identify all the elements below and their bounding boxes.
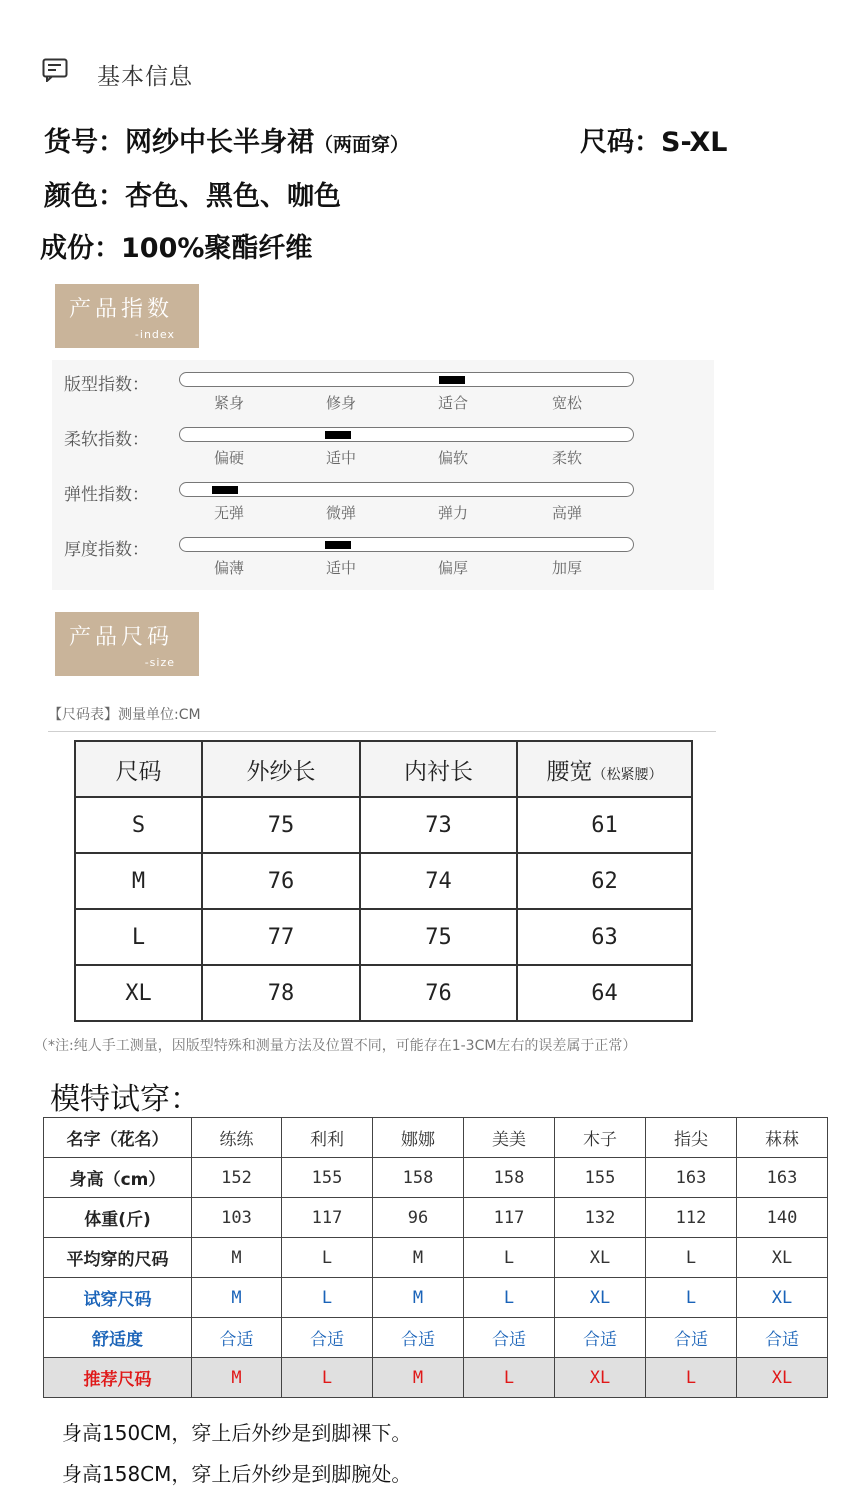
page-title: 基本信息 [97, 64, 193, 90]
size-header-cell: 尺码 [75, 741, 202, 797]
model-cell: M [373, 1278, 464, 1318]
size-table-caption: 【尺码表】测量单位:CM [48, 707, 201, 723]
table-row [44, 1158, 828, 1198]
index-tick-label: 弹力 [438, 504, 469, 522]
model-cell: 155 [555, 1158, 646, 1198]
table-row [75, 909, 692, 965]
size-banner-subtitle: -size [144, 656, 175, 669]
footer-note-1: 身高150CM，穿上后外纱是到脚裸下。 [62, 1421, 412, 1445]
model-cell: L [646, 1358, 737, 1398]
size-cell: 76 [360, 965, 517, 1021]
material-label: 成份： [40, 233, 121, 264]
model-name-cell: 木子 [555, 1118, 646, 1158]
index-marker [325, 431, 351, 439]
material-value: 100%聚酯纤维 [121, 233, 313, 264]
waist-header-label: 腰宽 [546, 758, 593, 785]
model-name-cell: 美美 [464, 1118, 555, 1158]
item-number-value: 网纱中长半身裙 [125, 127, 314, 158]
table-row [44, 1198, 828, 1238]
model-cell: XL [555, 1278, 646, 1318]
model-cell: 合适 [282, 1318, 373, 1358]
model-cell: L [282, 1238, 373, 1278]
size-cell: 64 [517, 965, 692, 1021]
model-cell: 112 [646, 1198, 737, 1238]
model-cell: XL [737, 1278, 828, 1318]
color-value: 杏色、黑色、咖色 [125, 181, 341, 212]
index-label: 版型指数： [64, 375, 149, 395]
model-cell: XL [737, 1358, 828, 1398]
index-tick-label: 加厚 [552, 559, 583, 577]
size-cell: 63 [517, 909, 692, 965]
color-label: 颜色： [44, 181, 125, 212]
index-tick-label: 紧身 [214, 394, 245, 412]
size-banner-title: 产品尺码 [69, 625, 174, 650]
waist-header-note: （松紧腰） [592, 766, 663, 783]
table-row [44, 1238, 828, 1278]
model-cell: 合适 [646, 1318, 737, 1358]
index-banner-title: 产品指数 [69, 297, 174, 322]
index-tick-label: 适中 [326, 449, 357, 467]
item-number-line [44, 120, 409, 159]
size-header-cell: 外纱长 [202, 741, 360, 797]
model-cell: M [192, 1278, 282, 1318]
size-table-note: （*注:纯人手工测量，因版型特殊和测量方法及位置不同，可能存在1-3CM左右的误差属于正常） [34, 1038, 637, 1054]
model-cell: 合适 [555, 1318, 646, 1358]
model-name-cell: 娜娜 [373, 1118, 464, 1158]
table-row [44, 1318, 828, 1358]
model-cell: L [464, 1358, 555, 1398]
item-number-note: （两面穿） [314, 134, 410, 156]
model-name-cell: 菻菻 [737, 1118, 828, 1158]
model-cell: 163 [646, 1158, 737, 1198]
model-cell: L [464, 1278, 555, 1318]
model-cell: 158 [464, 1158, 555, 1198]
table-row [75, 797, 692, 853]
size-cell: 78 [202, 965, 360, 1021]
index-label: 弹性指数： [64, 485, 149, 505]
model-row-header: 试穿尺码 [44, 1278, 192, 1318]
index-banner-subtitle: -index [134, 328, 175, 341]
index-tick-label: 修身 [326, 394, 357, 412]
size-range-line [580, 120, 727, 159]
model-row-header: 推荐尺码 [44, 1358, 192, 1398]
model-cell: 140 [737, 1198, 828, 1238]
size-banner [55, 612, 199, 676]
model-table-header [44, 1118, 828, 1158]
model-cell: 合适 [737, 1318, 828, 1358]
index-tick-label: 柔软 [552, 449, 583, 467]
model-row-header: 名字（花名） [44, 1118, 192, 1158]
size-cell: M [75, 853, 202, 909]
index-track [179, 482, 634, 497]
index-track [179, 427, 634, 442]
index-banner [55, 284, 199, 348]
model-cell: XL [555, 1358, 646, 1398]
size-header-cell [517, 741, 692, 797]
model-section-title: 模特试穿： [50, 1082, 200, 1117]
model-row-header: 舒适度 [44, 1318, 192, 1358]
index-tick-label: 适合 [438, 394, 469, 412]
model-cell: 117 [464, 1198, 555, 1238]
table-row [44, 1358, 828, 1398]
index-tick-label: 偏厚 [438, 559, 469, 577]
model-row-header: 体重(斤) [44, 1198, 192, 1238]
model-table [43, 1117, 828, 1398]
index-label: 柔软指数： [64, 430, 149, 450]
size-cell: 61 [517, 797, 692, 853]
index-track [179, 537, 634, 552]
index-tick-label: 偏软 [438, 449, 469, 467]
size-cell: S [75, 797, 202, 853]
material-line [40, 226, 312, 265]
size-range-label: 尺码： [580, 127, 661, 158]
model-cell: 103 [192, 1198, 282, 1238]
model-name-cell: 利利 [282, 1118, 373, 1158]
index-tick-label: 适中 [326, 559, 357, 577]
model-cell: M [373, 1358, 464, 1398]
model-cell: L [646, 1238, 737, 1278]
model-cell: XL [555, 1238, 646, 1278]
size-cell: 76 [202, 853, 360, 909]
size-range-value: S-XL [661, 127, 728, 158]
item-number-label: 货号： [44, 127, 125, 158]
divider [48, 731, 716, 732]
size-cell: 62 [517, 853, 692, 909]
model-cell: L [464, 1238, 555, 1278]
table-row [75, 965, 692, 1021]
index-panel [52, 360, 714, 590]
index-marker [325, 541, 351, 549]
model-cell: M [192, 1358, 282, 1398]
table-row [75, 853, 692, 909]
model-cell: XL [737, 1238, 828, 1278]
model-cell: 132 [555, 1198, 646, 1238]
model-cell: 158 [373, 1158, 464, 1198]
model-cell: 96 [373, 1198, 464, 1238]
size-cell: 75 [202, 797, 360, 853]
index-tick-label: 高弹 [552, 504, 583, 522]
index-tick-label: 微弹 [326, 504, 357, 522]
index-tick-label: 宽松 [552, 394, 583, 412]
table-row [44, 1278, 828, 1318]
model-cell: 152 [192, 1158, 282, 1198]
model-cell: M [373, 1238, 464, 1278]
size-table [74, 740, 693, 1022]
model-name-cell: 练练 [192, 1118, 282, 1158]
model-cell: L [646, 1278, 737, 1318]
model-cell: 合适 [464, 1318, 555, 1358]
model-cell: 合适 [192, 1318, 282, 1358]
size-cell: 73 [360, 797, 517, 853]
index-label: 厚度指数： [64, 540, 149, 560]
index-marker [212, 486, 238, 494]
model-cell: M [192, 1238, 282, 1278]
model-cell: 117 [282, 1198, 373, 1238]
model-cell: 合适 [373, 1318, 464, 1358]
size-header-cell: 内衬长 [360, 741, 517, 797]
size-cell: L [75, 909, 202, 965]
index-marker [439, 376, 465, 384]
model-cell: 155 [282, 1158, 373, 1198]
index-tick-label: 偏薄 [214, 559, 245, 577]
model-cell: 163 [737, 1158, 828, 1198]
model-cell: L [282, 1278, 373, 1318]
index-track [179, 372, 634, 387]
model-name-cell: 指尖 [646, 1118, 737, 1158]
size-cell: 77 [202, 909, 360, 965]
index-tick-label: 偏硬 [214, 449, 245, 467]
color-line [44, 174, 341, 213]
size-cell: 75 [360, 909, 517, 965]
footer-note-2: 身高158CM，穿上后外纱是到脚腕处。 [62, 1462, 412, 1486]
size-table-header [75, 741, 692, 797]
size-cell: 74 [360, 853, 517, 909]
index-tick-label: 无弹 [214, 504, 245, 522]
document-list-icon [42, 58, 68, 82]
model-row-header: 平均穿的尺码 [44, 1238, 192, 1278]
model-cell: L [282, 1358, 373, 1398]
size-cell: XL [75, 965, 202, 1021]
model-row-header: 身高（cm） [44, 1158, 192, 1198]
